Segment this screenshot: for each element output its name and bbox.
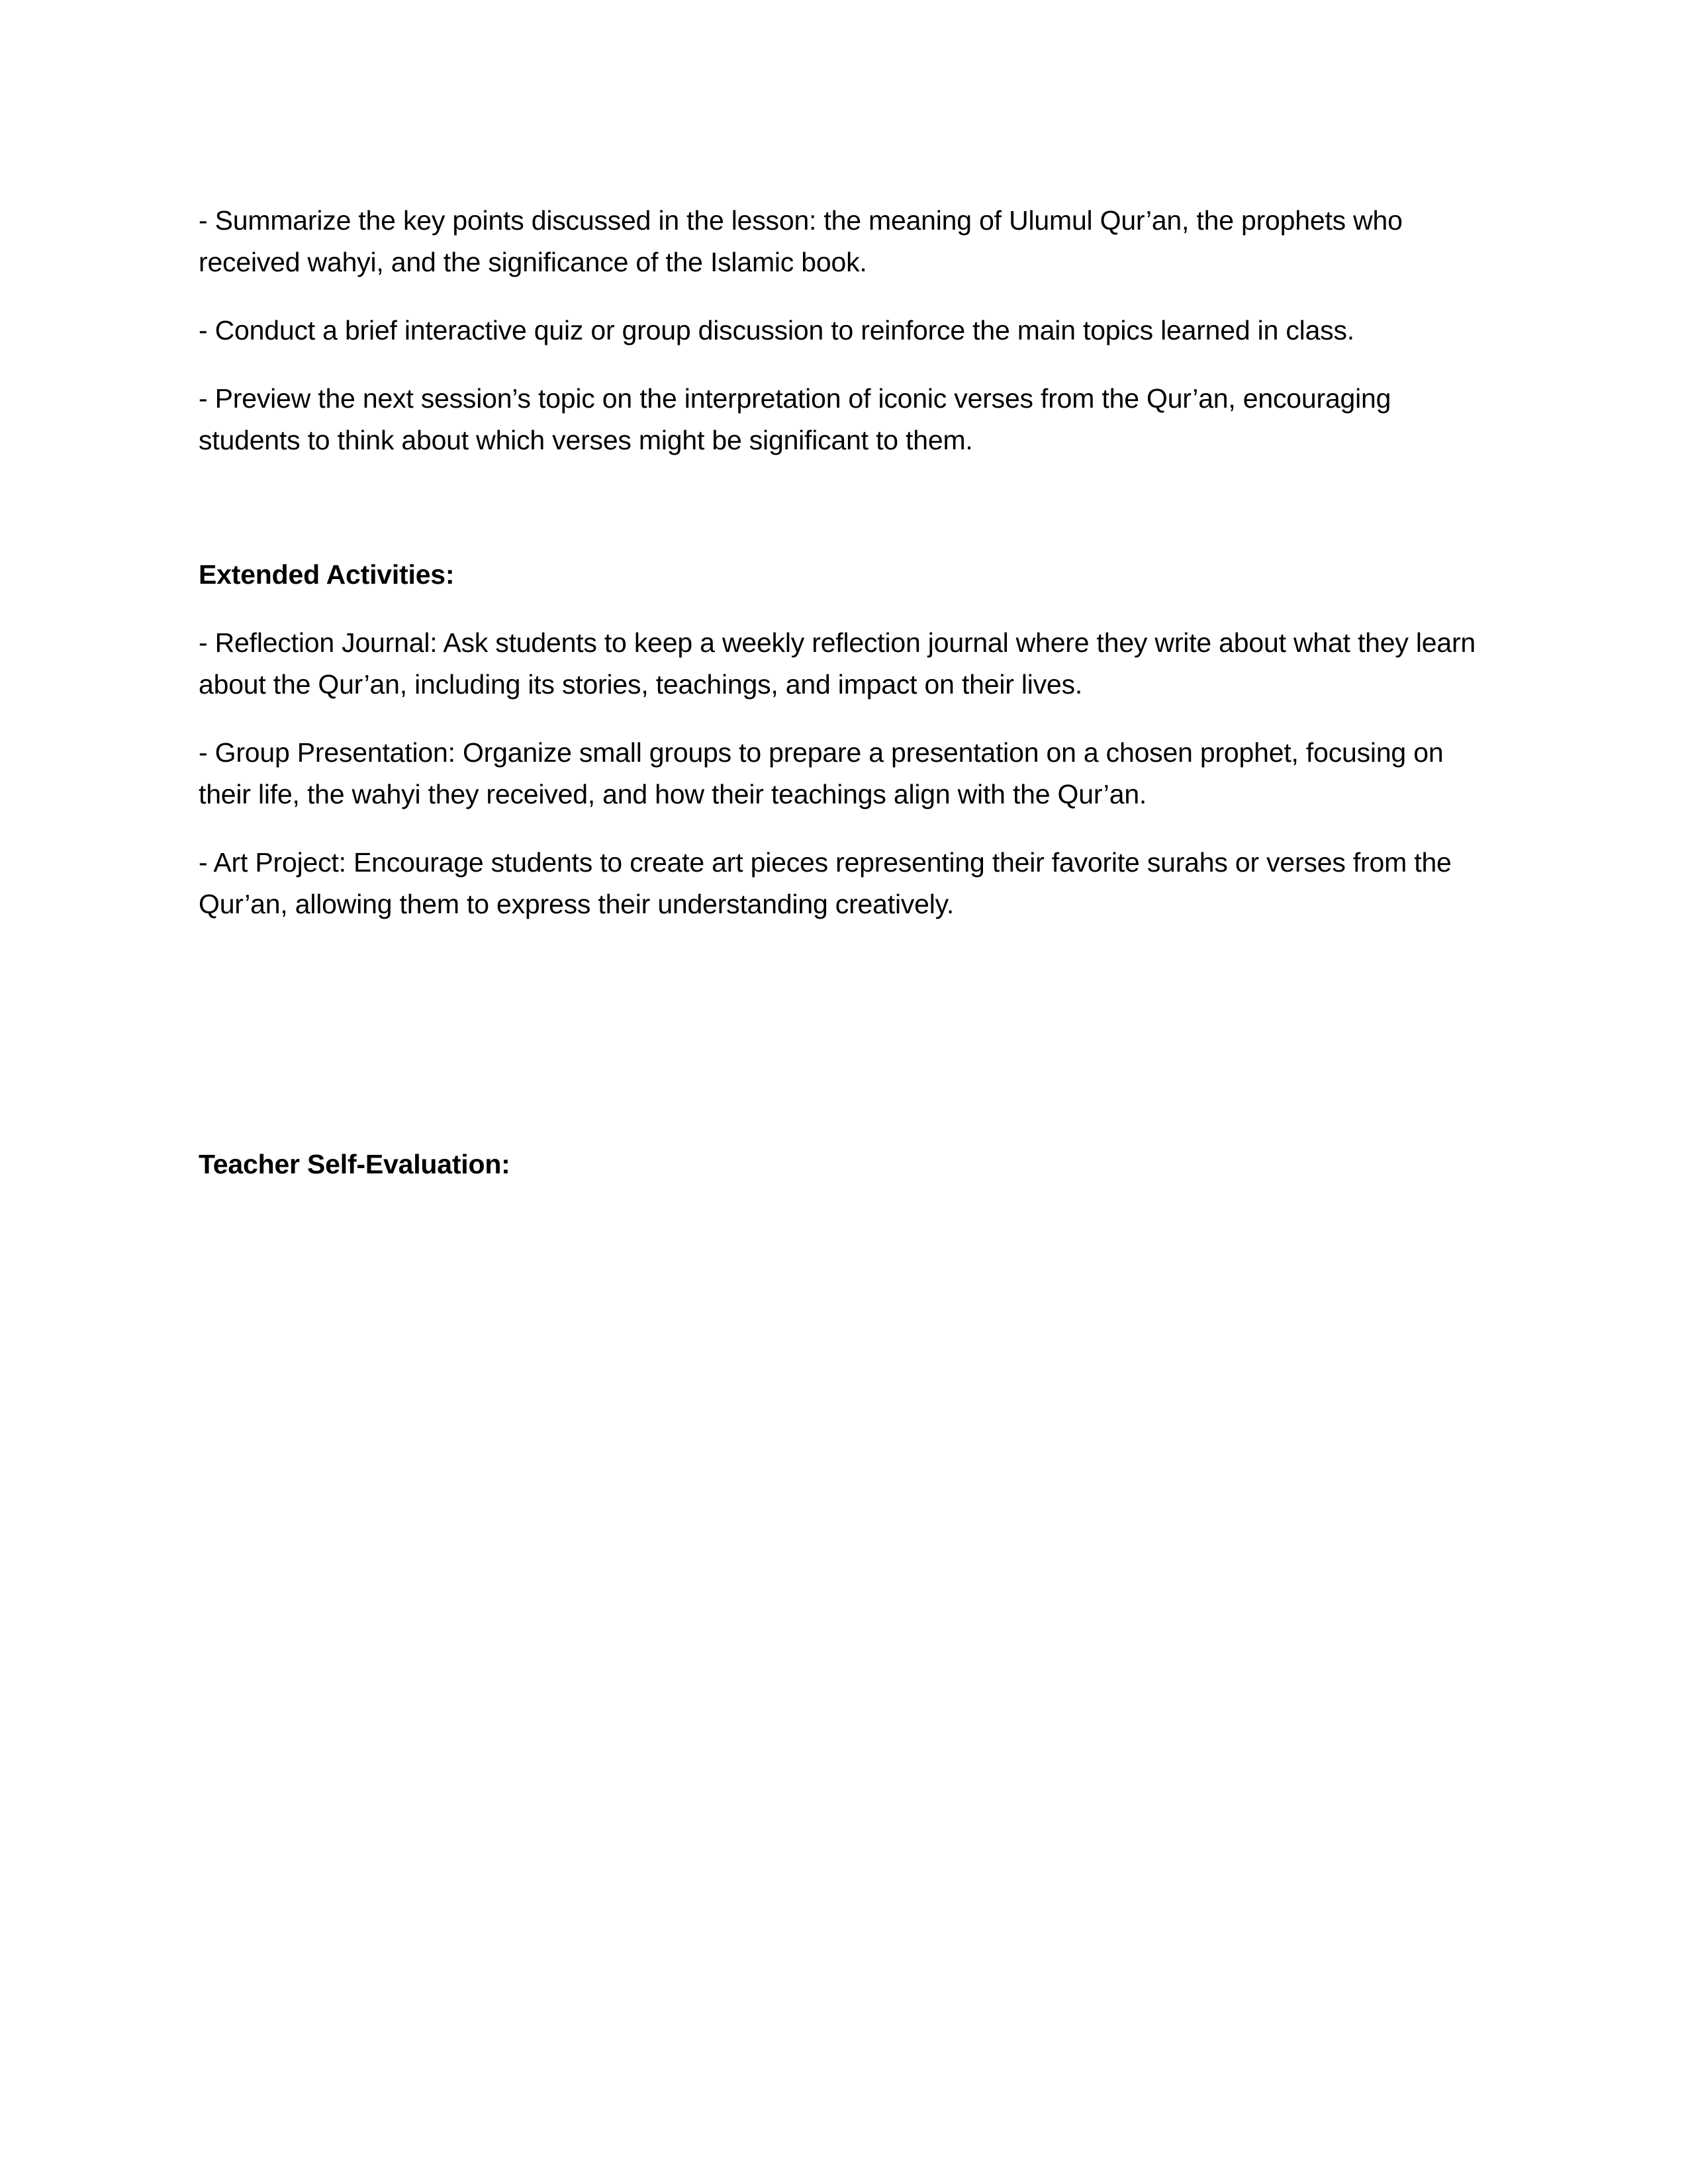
group-presentation-paragraph: - Group Presentation: Organize small groups to prepare a presentation on a chosen prophet, focusing on their life, the wahyi they received, and how their teachings align with the Qur’an. (199, 737, 1451, 809)
preview-next-session-paragraph: - Preview the next session’s topic on the interpretation of iconic verses from the Qur’an, encouraging students to think about which verses might be significant to them. (199, 383, 1399, 455)
blank-line (199, 488, 1489, 554)
art-project-paragraph: - Art Project: Encourage students to create art pieces representing their favorite surahs or verses from the Qur’an, allowing them to express their understanding creatively. (199, 847, 1459, 919)
quiz-discussion-paragraph: - Conduct a brief interactive quiz or group discussion to reinforce the main topics learned in class. (199, 315, 1354, 345)
teacher-self-evaluation-heading: Teacher Self-Evaluation: (199, 1149, 510, 1179)
summary-paragraph: - Summarize the key points discussed in the lesson: the meaning of Ulumul Qur’an, the prophets who received wahyi, and the significance of the Islamic book. (199, 205, 1410, 277)
extended-activities-heading: Extended Activities: (199, 559, 455, 590)
reflection-journal-paragraph: - Reflection Journal: Ask students to keep a weekly reflection journal where they write about what they learn about the Qur’an, including its stories, teachings, and impact on their lives. (199, 627, 1483, 700)
blank-section (199, 952, 1489, 1144)
